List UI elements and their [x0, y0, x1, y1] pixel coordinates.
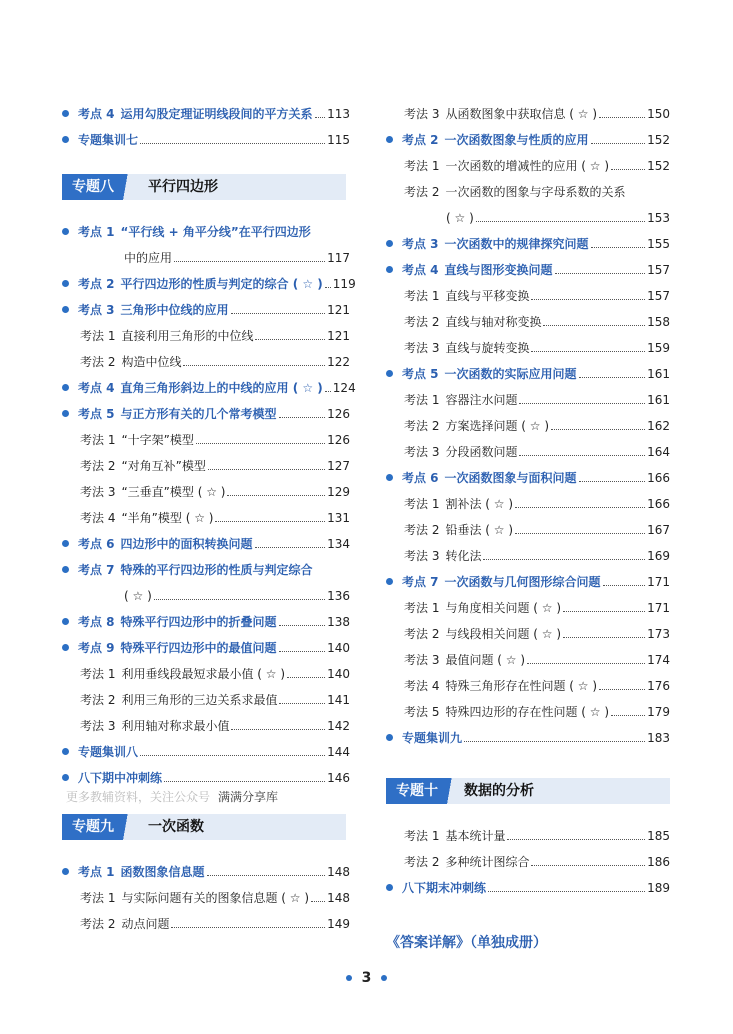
toc-entry-page: 126 — [327, 407, 350, 421]
right-column — [386, 96, 670, 896]
dot-leader — [255, 339, 325, 340]
toc-entry-tag: 考法 1 — [80, 667, 116, 681]
toc-entry-tag: 考法 2 — [80, 355, 116, 369]
toc-entry-tag: 考点 2 — [78, 277, 115, 291]
toc-entry-page: 166 — [647, 471, 670, 485]
dot-leader — [591, 143, 646, 144]
toc-entry-title: “十字架”模型 — [121, 433, 194, 447]
toc-entry — [386, 408, 670, 434]
toc-entry-page: 174 — [647, 653, 670, 667]
toc-entry-title: “平行线 + 角平分线”在平行四边形 — [120, 225, 311, 239]
toc-entry-title: 一次函数的增减性的应用 ( ☆ ) — [445, 159, 610, 173]
toc-entry-title: 直线与图形变换问题 — [444, 263, 553, 277]
toc-entry — [386, 148, 670, 174]
toc-entry-title: “半角”模型 ( ☆ ) — [121, 511, 214, 525]
dot-leader — [183, 365, 325, 366]
section-label: 专题八 — [62, 174, 132, 200]
toc-entry — [62, 880, 350, 906]
dot-leader — [555, 273, 646, 274]
toc-entry-tag: 考法 3 — [404, 107, 440, 121]
toc-entry-tag: 考法 1 — [80, 329, 116, 343]
toc-entry-title: 函数图象信息题 — [120, 865, 205, 879]
toc-entry-page: 152 — [647, 133, 670, 147]
toc-entry — [386, 720, 670, 746]
toc-entry-title: 特殊平行四边形中的折叠问题 — [120, 615, 277, 629]
toc-group — [62, 854, 350, 932]
toc-entry-title: “对角互补”模型 — [121, 459, 206, 473]
toc-entry-tag: 考法 2 — [404, 855, 440, 869]
dot-leader — [227, 495, 325, 496]
toc-entry-page: 162 — [647, 419, 670, 433]
toc-entry — [62, 96, 350, 122]
toc-entry-tag: 考法 2 — [80, 459, 116, 473]
toc-entry-tag: 考点 6 — [402, 471, 439, 485]
toc-entry-tag: 考法 3 — [404, 653, 440, 667]
toc-entry — [62, 708, 350, 734]
promo-grey-text: 更多教辅资料，关注公众号 — [66, 790, 211, 804]
toc-entry-page: 173 — [647, 627, 670, 641]
dot-leader — [579, 481, 646, 482]
toc-entry-page: 134 — [327, 537, 350, 551]
toc-entry-tag: 考法 3 — [404, 341, 440, 355]
dot-leader — [476, 221, 645, 222]
section-title: 数据的分析 — [464, 783, 534, 799]
dot-leader — [315, 117, 326, 118]
toc-entry-page: 148 — [327, 865, 350, 879]
toc-entry-tag: 考点 5 — [402, 367, 439, 381]
toc-entry-page: 138 — [327, 615, 350, 629]
toc-entry-tag: 考法 1 — [80, 433, 116, 447]
toc-entry-tag: 考法 2 — [404, 523, 440, 537]
toc-entry-title: 平行四边形的性质与判定的综合 ( ☆ ) — [120, 277, 323, 291]
toc-entry — [386, 200, 670, 226]
dot-leader — [531, 351, 645, 352]
toc-entry — [62, 396, 350, 422]
toc-entry — [62, 370, 356, 396]
dot-leader — [563, 611, 645, 612]
toc-entry-page: 157 — [647, 289, 670, 303]
toc-group — [62, 96, 350, 148]
toc-entry-title: 转化法 — [445, 549, 482, 563]
toc-entry-tag: 考点 3 — [78, 303, 115, 317]
toc-entry — [386, 512, 670, 538]
toc-entry-page: 124 — [332, 381, 356, 395]
toc-entry-tag: 考点 7 — [78, 563, 115, 577]
toc-entry — [62, 906, 350, 932]
toc-entry — [62, 318, 350, 344]
toc-entry-title: 容器注水问题 — [445, 393, 518, 407]
toc-entry — [386, 642, 670, 668]
toc-entry-title: 与角度相关问题 ( ☆ ) — [445, 601, 562, 615]
toc-entry-page: 113 — [327, 107, 350, 121]
toc-entry — [386, 616, 670, 642]
toc-entry-title: 专题集训七 — [78, 133, 139, 147]
toc-entry-page: 189 — [647, 881, 670, 895]
toc-entry-title: 基本统计量 — [445, 829, 506, 843]
toc-entry — [62, 292, 350, 318]
toc-entry-title: 与线段相关问题 ( ☆ ) — [445, 627, 562, 641]
toc-entry — [386, 304, 670, 330]
toc-entry-tag: 考法 3 — [80, 719, 116, 733]
toc-entry-title: 一次函数中的规律探究问题 — [444, 237, 589, 251]
toc-entry-page: 164 — [647, 445, 670, 459]
toc-entry — [386, 252, 670, 278]
toc-entry-tag: 考法 2 — [80, 693, 116, 707]
toc-entry-tag: 考点 9 — [78, 641, 115, 655]
toc-group — [62, 214, 356, 786]
toc-entry-title: 方案选择问题 ( ☆ ) — [445, 419, 550, 433]
toc-entry — [386, 668, 670, 694]
toc-entry-tag: 考法 5 — [404, 705, 440, 719]
toc-entry-tag: 考法 3 — [80, 485, 116, 499]
toc-entry-title: 一次函数的实际应用问题 — [444, 367, 577, 381]
toc-entry — [386, 356, 670, 382]
toc-entry — [62, 734, 350, 760]
toc-entry-title: 直线与旋转变换 — [445, 341, 530, 355]
toc-entry-page: 183 — [647, 731, 670, 745]
toc-entry-title: 四边形中的面积转换问题 — [120, 537, 253, 551]
toc-entry-title: 与实际问题有关的图象信息题 ( ☆ ) — [121, 891, 310, 905]
toc-entry — [62, 604, 350, 630]
toc-entry-title: 一次函数图象与性质的应用 — [444, 133, 589, 147]
section-title: 一次函数 — [148, 819, 204, 835]
toc-entry-page: 167 — [647, 523, 670, 537]
toc-entry — [62, 578, 350, 604]
toc-entry-page: 166 — [647, 497, 670, 511]
toc-entry — [62, 854, 350, 880]
toc-entry-tag: 考点 4 — [402, 263, 439, 277]
toc-entry — [386, 590, 670, 616]
toc-group — [386, 818, 670, 896]
dot-leader — [483, 559, 645, 560]
toc-entry — [386, 226, 670, 252]
toc-entry-page: 115 — [327, 133, 350, 147]
dot-leader — [579, 377, 646, 378]
dot-leader — [279, 417, 326, 418]
toc-entry-page: 157 — [647, 263, 670, 277]
toc-entry-title: 从函数图象中获取信息 ( ☆ ) — [445, 107, 598, 121]
toc-entry-title: 特殊的平行四边形的性质与判定综合 — [120, 563, 313, 577]
toc-entry — [62, 240, 350, 266]
toc-entry-tag: 考法 2 — [80, 917, 116, 931]
toc-entry-page: 127 — [327, 459, 350, 473]
dot-leader — [164, 781, 325, 782]
toc-entry-title: 与正方形有关的几个常考模型 — [120, 407, 277, 421]
toc-entry — [62, 214, 350, 240]
dot-leader — [603, 585, 646, 586]
toc-entry — [386, 870, 670, 896]
toc-entry-title: 运用勾股定理证明线段间的平方关系 — [120, 107, 313, 121]
dot-leader — [611, 169, 645, 170]
dot-leader — [531, 299, 645, 300]
toc-entry-page: 148 — [327, 891, 350, 905]
toc-entry — [62, 122, 350, 148]
toc-entry-tag: 考法 2 — [404, 315, 440, 329]
toc-entry-page: 171 — [647, 575, 670, 589]
page-number — [0, 970, 733, 986]
toc-entry-title: 一次函数图象与面积问题 — [444, 471, 577, 485]
toc-entry-page: 136 — [327, 589, 350, 603]
dot-leader — [507, 839, 645, 840]
toc-entry — [386, 564, 670, 590]
dot-leader — [563, 637, 645, 638]
toc-entry — [386, 486, 670, 512]
dot-leader — [231, 313, 326, 314]
toc-entry-title: 最值问题 ( ☆ ) — [445, 653, 526, 667]
toc-entry-page: 149 — [327, 917, 350, 931]
toc-entry-page: 142 — [327, 719, 350, 733]
toc-entry — [62, 656, 350, 682]
dot-leader — [154, 599, 325, 600]
toc-entry-tag: 考法 2 — [404, 419, 440, 433]
toc-entry-title: 直线与轴对称变换 — [445, 315, 542, 329]
section-header — [386, 778, 670, 804]
toc-entry-tag: 考法 2 — [404, 627, 440, 641]
toc-entry — [62, 630, 350, 656]
toc-entry — [62, 552, 350, 578]
toc-entry-title: 割补法 ( ☆ ) — [445, 497, 514, 511]
promo-dark-text: 满满分享库 — [218, 790, 279, 804]
dot-leader — [543, 325, 645, 326]
toc-entry-page: 126 — [327, 433, 350, 447]
answer-note: 《答案详解》（单独成册） — [386, 935, 547, 951]
dot-leader — [279, 625, 326, 626]
toc-entry — [386, 382, 670, 408]
toc-entry-tag: 考点 5 — [78, 407, 115, 421]
toc-entry-tag: 考点 1 — [78, 225, 115, 239]
section-title: 平行四边形 — [148, 179, 218, 195]
dot-leader — [519, 403, 645, 404]
toc-entry-title: 八下期中冲刺练 — [78, 771, 163, 785]
toc-entry-page: 131 — [327, 511, 350, 525]
toc-entry-title: 构造中位线 — [121, 355, 182, 369]
dot-leader — [174, 261, 325, 262]
toc-entry-title: 动点问题 — [121, 917, 170, 931]
left-column — [62, 96, 356, 932]
dot-leader — [515, 507, 645, 508]
toc-entry-page: 140 — [327, 641, 350, 655]
toc-entry — [62, 266, 356, 292]
toc-entry-title: ( ☆ ) — [124, 589, 152, 603]
toc-entry — [386, 434, 670, 460]
toc-entry — [62, 760, 350, 786]
toc-entry-tag: 考法 1 — [404, 601, 440, 615]
dot-leader — [551, 429, 645, 430]
dot-leader — [488, 891, 645, 892]
toc-entry-page: 141 — [327, 693, 350, 707]
toc-entry-title: 直线与平移变换 — [445, 289, 530, 303]
toc-entry — [62, 500, 350, 526]
dot-leader — [515, 533, 645, 534]
toc-entry-title: ( ☆ ) — [446, 211, 474, 225]
toc-entry — [62, 682, 350, 708]
toc-entry-page: 146 — [327, 771, 350, 785]
toc-entry-title: 利用垂线段最短求最小值 ( ☆ ) — [121, 667, 286, 681]
toc-entry-page: 152 — [647, 159, 670, 173]
section-header — [62, 814, 346, 840]
toc-entry — [386, 96, 670, 122]
toc-entry — [386, 694, 670, 720]
dot-leader — [255, 547, 326, 548]
toc-entry-title: 分段函数问题 — [445, 445, 518, 459]
dot-leader — [599, 689, 645, 690]
section-label: 专题九 — [62, 814, 132, 840]
bullet-dot-icon — [381, 975, 387, 981]
toc-entry-tag: 考点 6 — [78, 537, 115, 551]
toc-entry-title: 多种统计图综合 — [445, 855, 530, 869]
dot-leader — [215, 521, 325, 522]
toc-entry-page: 179 — [647, 705, 670, 719]
dot-leader — [325, 391, 331, 392]
toc-entry-tag: 考点 3 — [402, 237, 439, 251]
dot-leader — [519, 455, 645, 456]
toc-entry — [386, 818, 670, 844]
page-number-text: 3 — [361, 970, 372, 986]
section-header — [62, 174, 346, 200]
toc-entry-title: 铅垂法 ( ☆ ) — [445, 523, 514, 537]
bullet-dot-icon — [346, 975, 352, 981]
toc-entry-title: 特殊三角形存在性问题 ( ☆ ) — [445, 679, 598, 693]
toc-entry — [386, 122, 670, 148]
dot-leader — [531, 865, 645, 866]
toc-entry — [386, 278, 670, 304]
toc-entry-page: 161 — [647, 367, 670, 381]
toc-entry-page: 169 — [647, 549, 670, 563]
toc-entry-title: 三角形中位线的应用 — [120, 303, 229, 317]
toc-entry-page: 129 — [327, 485, 350, 499]
toc-entry-tag: 考点 1 — [78, 865, 115, 879]
dot-leader — [140, 143, 325, 144]
toc-entry-title: 直接利用三角形的中位线 — [121, 329, 254, 343]
toc-entry-tag: 考法 4 — [80, 511, 116, 525]
dot-leader — [231, 729, 325, 730]
section-label: 专题十 — [386, 778, 456, 804]
dot-leader — [279, 651, 326, 652]
toc-entry-page: 161 — [647, 393, 670, 407]
toc-entry-tag: 考法 2 — [404, 185, 440, 199]
toc-entry — [62, 448, 350, 474]
toc-entry-tag: 考法 4 — [404, 679, 440, 693]
toc-entry-page: 186 — [647, 855, 670, 869]
toc-entry-tag: 考点 7 — [402, 575, 439, 589]
toc-entry-title: 一次函数与几何图形综合问题 — [444, 575, 601, 589]
dot-leader — [207, 875, 326, 876]
toc-entry-page: 155 — [647, 237, 670, 251]
toc-entry-title: 利用轴对称求最小值 — [121, 719, 230, 733]
toc-entry-tag: 考点 4 — [78, 381, 115, 395]
toc-entry-tag: 考点 4 — [78, 107, 115, 121]
toc-entry-tag: 考法 1 — [80, 891, 116, 905]
toc-entry-page: 121 — [327, 329, 350, 343]
toc-entry-tag: 考法 1 — [404, 289, 440, 303]
toc-entry-title: 特殊四边形的存在性问题 ( ☆ ) — [445, 705, 610, 719]
toc-entry-tag: 考法 1 — [404, 829, 440, 843]
dot-leader — [171, 927, 325, 928]
toc-entry — [386, 460, 670, 486]
toc-entry-title: 八下期末冲刺练 — [402, 881, 487, 895]
toc-entry-tag: 考法 1 — [404, 393, 440, 407]
toc-entry-title: 专题集训九 — [402, 731, 463, 745]
toc-entry-page: 158 — [647, 315, 670, 329]
toc-entry-tag: 考法 1 — [404, 497, 440, 511]
dot-leader — [599, 117, 645, 118]
toc-entry-page: 144 — [327, 745, 350, 759]
dot-leader — [279, 703, 325, 704]
toc-entry-title: 特殊平行四边形中的最值问题 — [120, 641, 277, 655]
toc-entry — [386, 174, 670, 200]
toc-entry — [62, 474, 350, 500]
toc-entry-page: 153 — [647, 211, 670, 225]
toc-entry-page: 185 — [647, 829, 670, 843]
dot-leader — [591, 247, 646, 248]
toc-entry-title: 利用三角形的三边关系求最值 — [121, 693, 278, 707]
dot-leader — [196, 443, 325, 444]
toc-entry-title: 一次函数的图象与字母系数的关系 — [445, 185, 626, 199]
toc-entry-page: 159 — [647, 341, 670, 355]
toc-entry-page: 176 — [647, 679, 670, 693]
toc-entry-page: 121 — [327, 303, 350, 317]
toc-entry-title: 中的应用 — [124, 251, 173, 265]
toc-entry — [386, 538, 670, 564]
promo-text — [62, 786, 350, 808]
toc-entry-page: 122 — [327, 355, 350, 369]
toc-entry-tag: 考点 8 — [78, 615, 115, 629]
dot-leader — [325, 287, 331, 288]
dot-leader — [611, 715, 645, 716]
toc-entry-page: 171 — [647, 601, 670, 615]
toc-entry-page: 150 — [647, 107, 670, 121]
toc-entry — [62, 422, 350, 448]
toc-entry-tag: 考法 3 — [404, 445, 440, 459]
toc-entry-page: 140 — [327, 667, 350, 681]
toc-entry — [386, 330, 670, 356]
toc-entry-title: “三垂直”模型 ( ☆ ) — [121, 485, 226, 499]
dot-leader — [208, 469, 325, 470]
toc-entry-title: 专题集训八 — [78, 745, 139, 759]
toc-entry-tag: 考法 1 — [404, 159, 440, 173]
toc-entry-tag: 考点 2 — [402, 133, 439, 147]
toc-entry — [386, 844, 670, 870]
dot-leader — [464, 741, 645, 742]
dot-leader — [527, 663, 645, 664]
toc-entry-page: 119 — [332, 277, 356, 291]
dot-leader — [140, 755, 325, 756]
toc-entry — [62, 344, 350, 370]
toc-group — [386, 96, 670, 746]
toc-entry-title: 直角三角形斜边上的中线的应用 ( ☆ ) — [120, 381, 323, 395]
toc-entry-page: 117 — [327, 251, 350, 265]
toc-entry — [62, 526, 350, 552]
toc-entry-tag: 考法 3 — [404, 549, 440, 563]
dot-leader — [287, 677, 325, 678]
dot-leader — [311, 901, 325, 902]
